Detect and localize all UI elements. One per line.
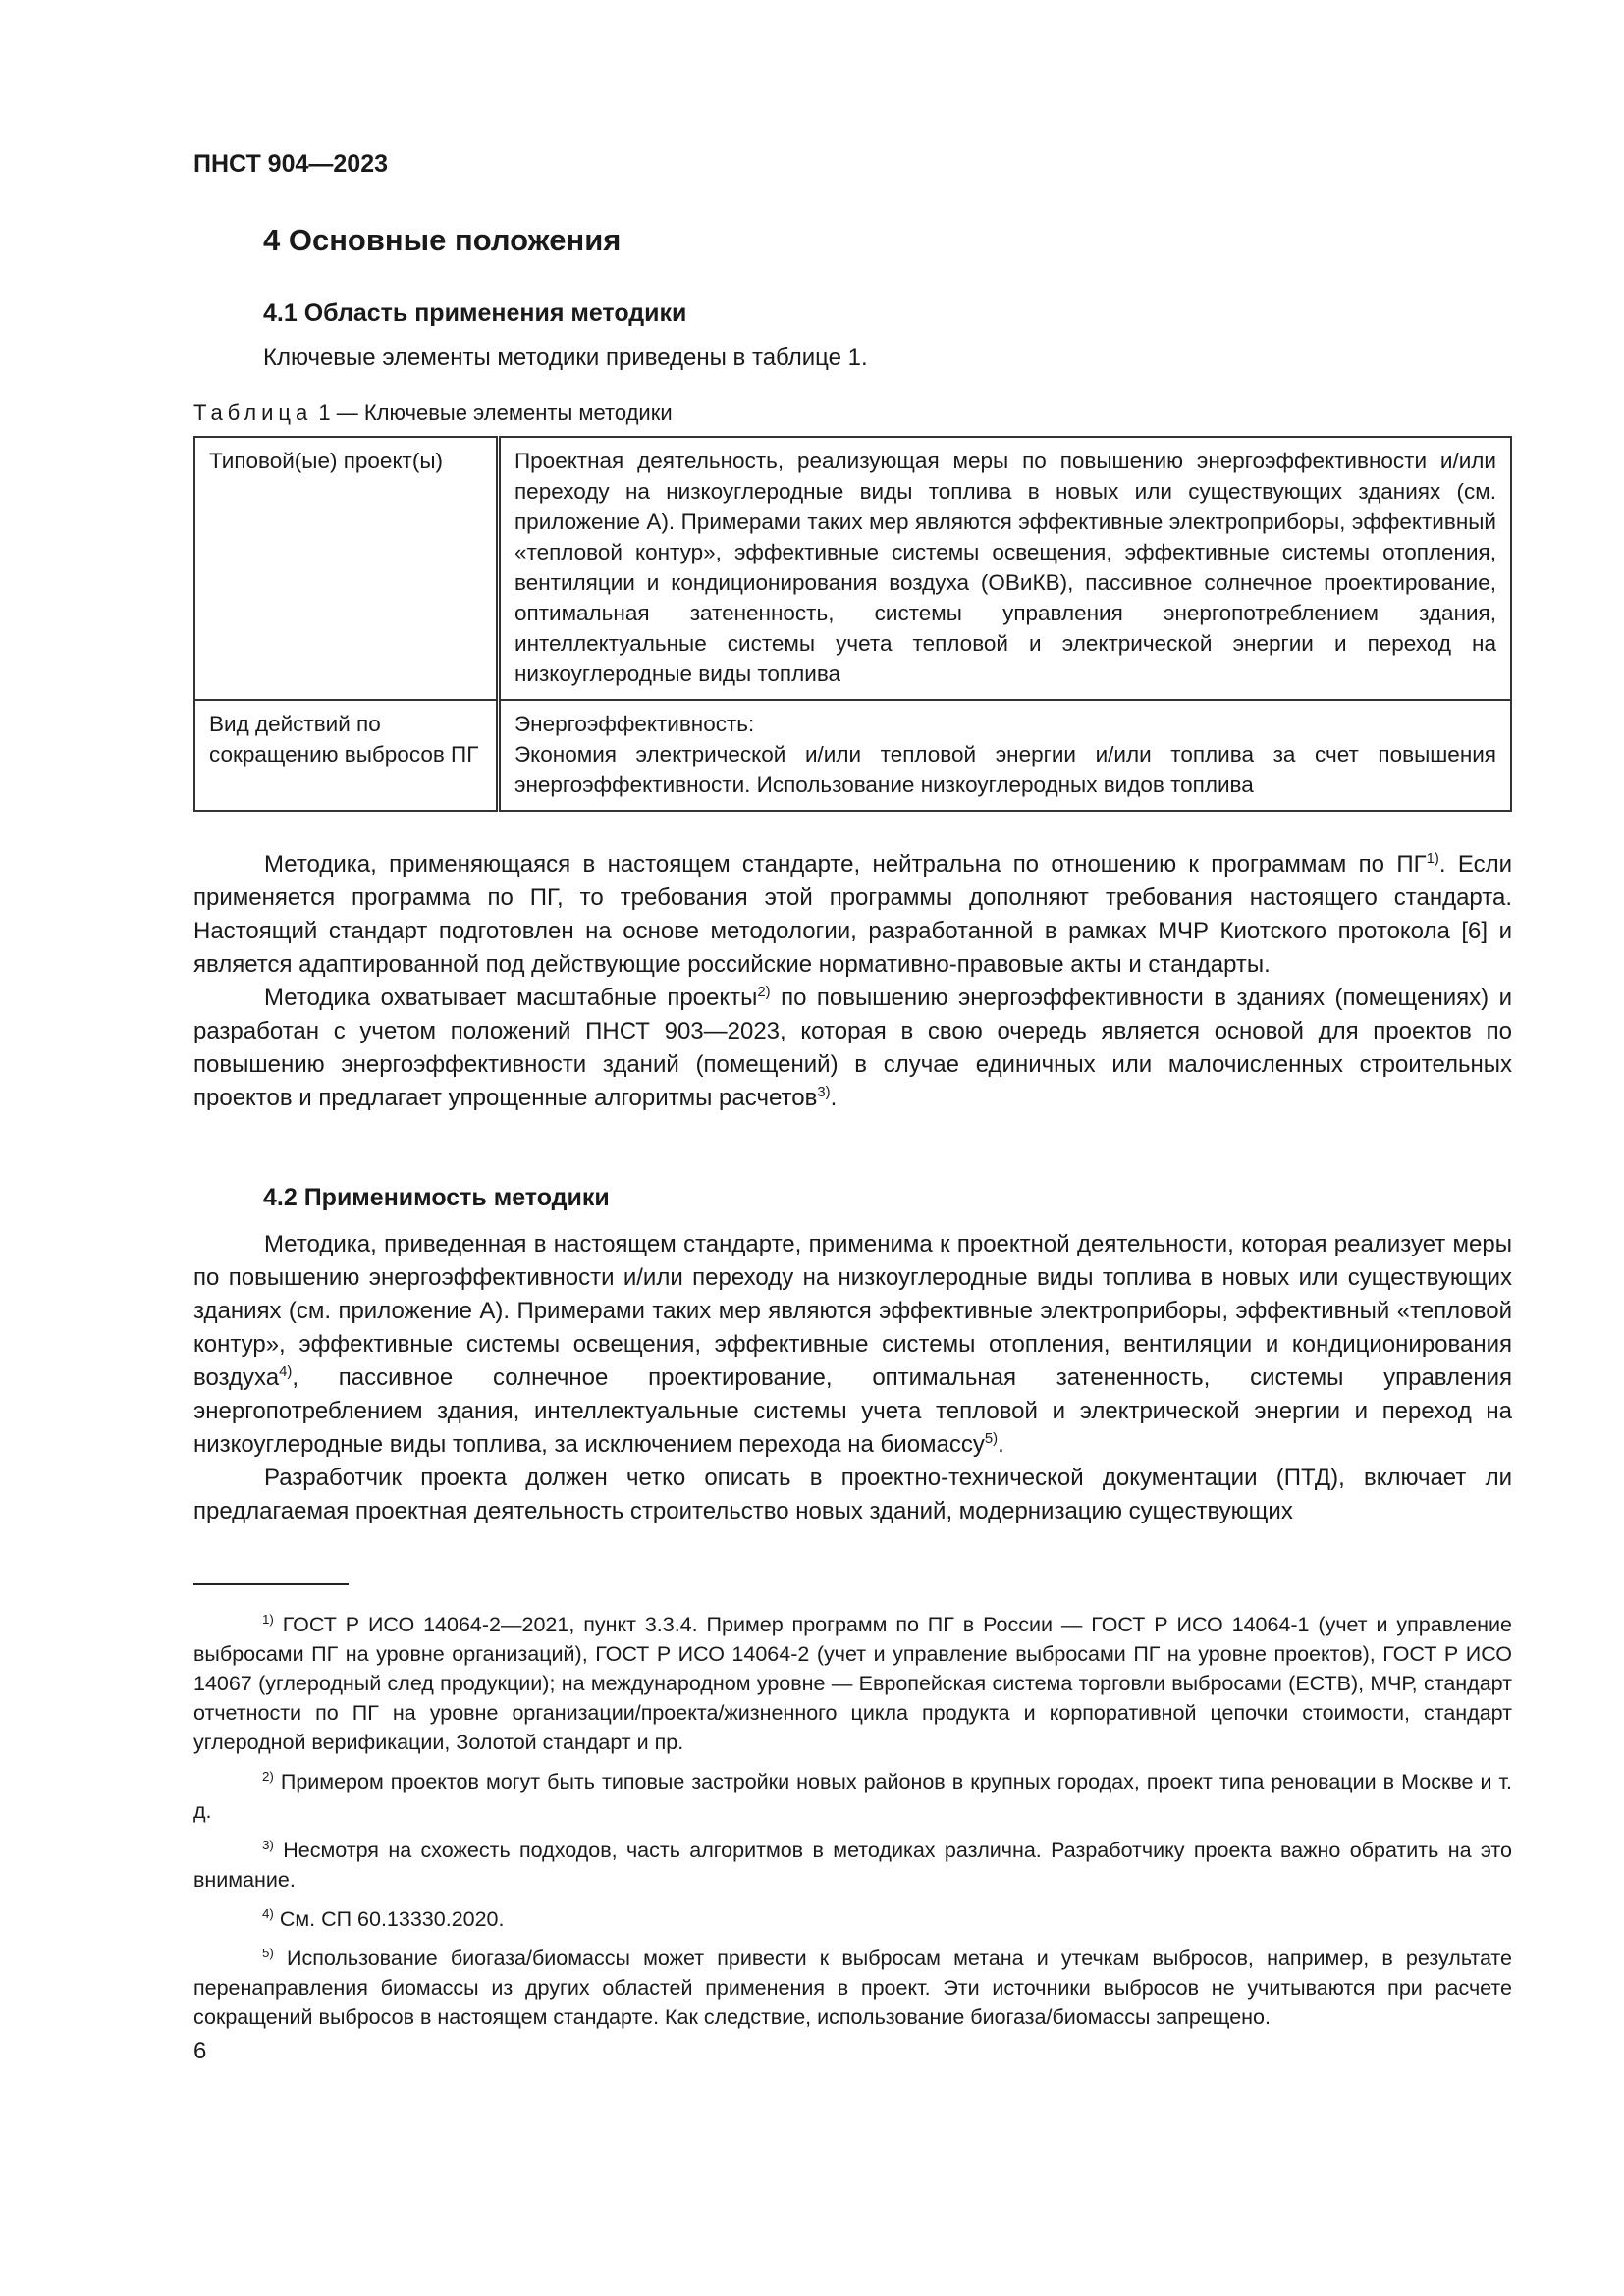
footnote (193, 1836, 1512, 1895)
table-row-value: Проектная деятельность, реализующая меры по повышению энергоэффективности и/или переходу на низкоуглеродные виды топлива в новых или существующих зданиях (см. приложение А). Примерами таких мер являются эффективные электроприборы, эффективный «тепловой контур», эффективные системы освещения, эффективные системы отопления, вентиляции и кондиционирования воздуха (ОВиКВ), пассивное солнечное проектирование, оптимальная затененность, системы управления энергопотреблением здания, интеллектуальные системы учета тепловой и электрической энергии и переход на низкоуглеродные виды топлива (499, 437, 1512, 700)
footnote-ref[interactable]: 5) (984, 1431, 999, 1447)
table-row (194, 437, 1511, 700)
paragraph: Разработчик проекта должен четко описать в проектно-технической документации (ПТД), включает ли предлагаемая проектная деятельность строительство новых зданий, модернизацию существующих (193, 1465, 1512, 1524)
footnote-text: Несмотря на схожесть подходов, часть алгоритмов в методиках различна. Разработчику проекта важно обратить на это внимание. (193, 1839, 1512, 1892)
key-elements-table (193, 436, 1512, 812)
footnote-text: См. СП 60.13330.2020. (273, 1907, 505, 1931)
footnote-mark: 5) (262, 1945, 274, 1960)
footnote-mark: 1) (262, 1611, 274, 1627)
footnote-mark: 3) (262, 1837, 274, 1852)
table-caption-label: Таблица (193, 400, 313, 425)
footnotes (193, 1610, 1512, 2042)
paragraph (193, 848, 1512, 982)
table-row-header: Вид действий по сокращению выбросов ПГ (194, 700, 499, 811)
table-row-value (499, 700, 1512, 811)
footnote (193, 1944, 1512, 2032)
footnote-text: ГОСТ Р ИСО 14064-2—2021, пункт 3.3.4. Пример программ по ПГ в России — ГОСТ Р ИСО 14064-1 (учет и управление выбросами ПГ на уровне организаций), ГОСТ Р ИСО 14064-2 (учет и управление выбросами ПГ на уровне проектов), ГОСТ Р ИСО 14067 (углеродный след продукции); на международном уровне — Европейская система торговли выбросами (ЕСТВ), МЧР, стандарт отчетности по ПГ на уровне организации/проекта/жизненного цикла продукта и корпоративной цепочки стоимости, стандарт углеродной верификации, Золотой стандарт и пр. (193, 1613, 1512, 1754)
body-text-block-2 (193, 1228, 1512, 1528)
text-run: . (830, 1085, 838, 1111)
body-text-block-1 (193, 848, 1512, 1115)
table-row-header: Типовой(ые) проект(ы) (194, 437, 499, 700)
footnote (193, 1610, 1512, 1757)
text-run: . Если применяется программа по ПГ, то требования этой программы дополняют требования настоящего стандарта. Настоящий стандарт подготовлен на основе методологии, разработанной в рамках МЧР Киотского протокола [6] и является адаптированной под действующие российские нормативно-правовые акты и стандарты. (193, 851, 1513, 978)
footnote-ref[interactable]: 1) (1426, 851, 1439, 867)
table-cell-line: Экономия электрической и/или тепловой энергии и/или топлива за счет повышения энергоэффективности. Использование низкоуглеродных видов топлива (514, 742, 1496, 797)
text-run: Методика, применяющаяся в настоящем стандарте, нейтральна по отношению к программам по ПГ (264, 851, 1427, 878)
text-run: . (998, 1431, 1004, 1458)
subsection-title-4-2: 4.2 Применимость методики (263, 1184, 610, 1211)
footnote-mark: 2) (262, 1768, 274, 1784)
footnote-separator (193, 1583, 349, 1585)
text-run: , пассивное солнечное проектирование, оптимальная затененность, системы управления энергопотреблением здания, интеллектуальные системы учета тепловой и электрической энергии и переход на низкоуглеродные виды топлива, за исключением перехода на биомассу (193, 1364, 1512, 1458)
table-row (194, 700, 1511, 811)
footnote-ref[interactable]: 3) (817, 1085, 831, 1100)
table-cell-line: Энергоэффективность: (514, 712, 755, 736)
section-title: 4 Основные положения (263, 223, 622, 257)
table-caption-text: 1 — Ключевые элементы методики (312, 400, 673, 425)
table-intro-text: Ключевые элементы методики приведены в таблице 1. (263, 345, 868, 371)
footnote-text: Использование биогаза/биомассы может привести к выбросам метана и утечкам выбросов, например, в результате перенаправления биомассы из других областей применения в проект. Эти источники выбросов не учитываются при расчете сокращений выбросов в настоящем стандарте. Как следствие, использование биогаза/биомассы запрещено. (193, 1947, 1512, 2029)
text-run: Методика, приведенная в настоящем стандарте, применима к проектной деятельности, которая реализует меры по повышению энергоэффективности и/или переходу на низкоуглеродные виды топлива в новых или существующих зданиях (см. приложение А). Примерами таких мер являются эффективные электроприборы, эффективный «тепловой контур», эффективные системы освещения, эффективные системы отопления, вентиляции и кондиционирования воздуха (193, 1231, 1512, 1391)
footnote-text: Примером проектов могут быть типовые застройки новых районов в крупных городах, проект типа реновации в Москве и т. д. (193, 1770, 1512, 1823)
document-code: ПНСТ 904—2023 (193, 150, 388, 178)
table-caption (193, 397, 673, 430)
text-run: по повышению энергоэффективности в зданиях (помещениях) и разработан с учетом положений ПНСТ 903—2023, которая в свою очередь является основой для проектов по повышению энергоэффективности зданий (помещений) в случае единичных или малочисленных строительных проектов и предлагает упрощенные алгоритмы расчетов (193, 985, 1512, 1111)
footnote-ref[interactable]: 2) (757, 985, 771, 1000)
paragraph (193, 1228, 1512, 1462)
footnote-ref[interactable]: 4) (279, 1364, 293, 1380)
footnote (193, 1904, 1512, 1934)
footnote-mark: 4) (262, 1905, 274, 1921)
footnote (193, 1767, 1512, 1826)
page-number: 6 (193, 2038, 207, 2064)
subsection-title-4-1: 4.1 Область применения методики (263, 299, 687, 327)
text-run: Методика охватывает масштабные проекты (264, 985, 758, 1011)
paragraph (193, 982, 1512, 1115)
